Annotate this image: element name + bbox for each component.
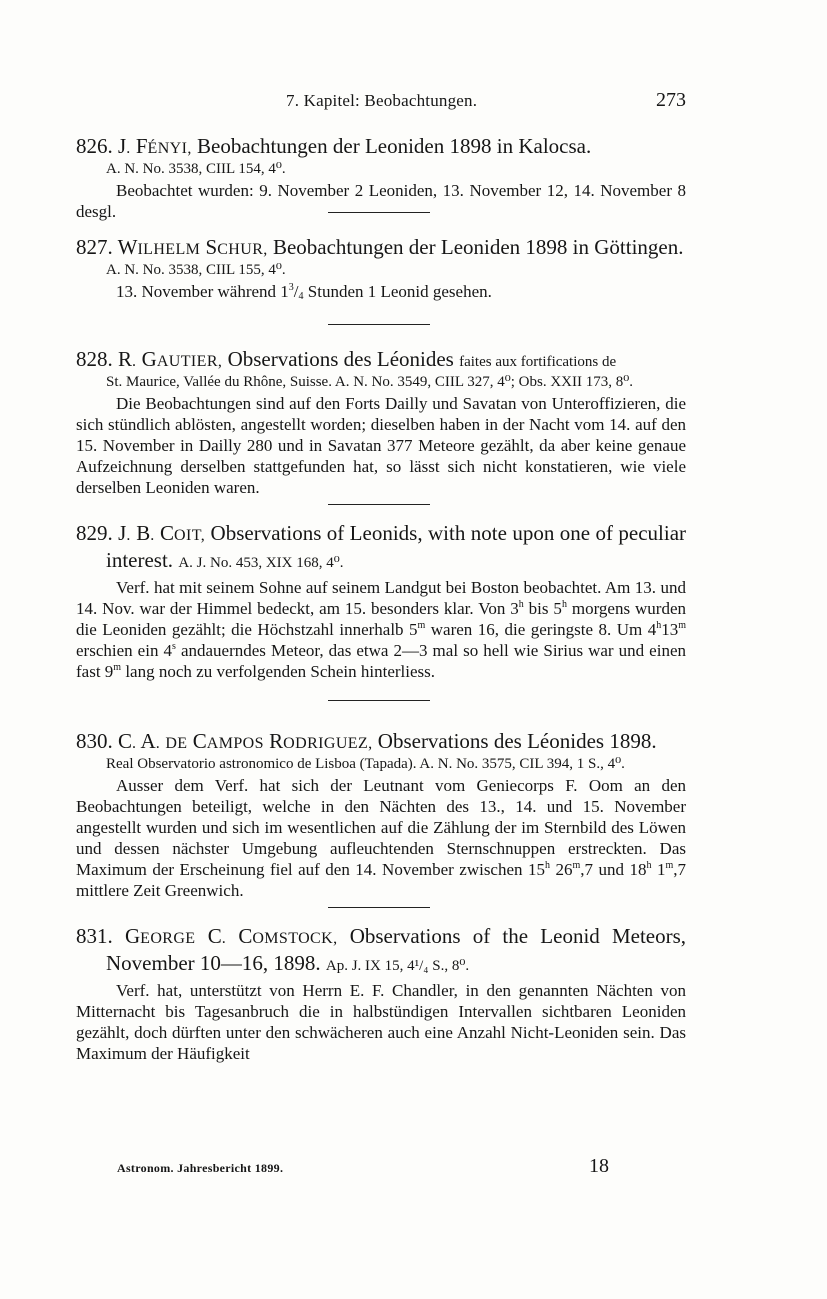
entry-body	[76, 577, 686, 682]
entry-title-text: Observations des Léonides 1898.	[377, 729, 657, 753]
body-text: waren 16, die geringste 8. Um 4	[425, 620, 657, 639]
entry-828	[76, 347, 686, 505]
entry-826	[76, 134, 686, 221]
sup-h: h	[545, 860, 551, 871]
entry-number: 827.	[76, 235, 113, 259]
entry-author: J. FÉNYI,	[118, 134, 192, 158]
entry-830	[76, 729, 686, 908]
sup-h: h	[646, 860, 652, 871]
entry-829	[76, 521, 686, 701]
entry-author: WILHELM SCHUR,	[117, 235, 268, 259]
page-content	[76, 134, 686, 1064]
page-number: 273	[656, 89, 686, 111]
entry-title-small: faites aux fortifications de	[459, 354, 617, 370]
entry-title	[76, 235, 686, 262]
entry-reference: A. N. No. 3538, CIIL 155, 4⁰.	[106, 262, 286, 278]
sup-m: m	[113, 662, 122, 673]
sup-m: m	[572, 860, 581, 871]
body-text: 26	[550, 860, 573, 879]
body-text: Stunden 1 Leonid gesehen.	[303, 282, 492, 301]
entry-title	[76, 924, 686, 978]
entry-body: Beobachtet wurden: 9. November 2 Leoniden, 13. November 12, 14. November 8 desgl.	[76, 181, 686, 221]
entry-number: 826.	[76, 134, 113, 158]
fraction-denominator: 4	[298, 291, 304, 302]
entry-title	[76, 347, 686, 374]
signature-mark: 18	[589, 1155, 609, 1177]
separator-rule	[328, 212, 430, 213]
entry-reference: Ap. J. IX 15, 4¹/₄ S., 8⁰.	[325, 958, 470, 974]
sup-h: h	[561, 599, 567, 610]
entry-reference: A. J. No. 453, XIX 168, 4⁰.	[178, 555, 344, 571]
entry-title-text: Observations of Leonids, with note upon one of peculiar interest.	[106, 521, 687, 572]
entry-author: R. GAUTIER,	[118, 347, 223, 371]
entry-body: Verf. hat, unterstützt von Herrn E. F. Chandler, in den genannten Nächten von Mitternacht bis Tagesanbruch die in halbstündigen Intervallen sichtbaren Leoniden gezählt, doch dürften unter den schwächeren auch eine Anzahl Nicht-Leoniden sein. Das Maximum der Häufigkeit	[76, 981, 686, 1063]
entry-author: GEORGE C. COMSTOCK,	[124, 924, 338, 948]
entry-body: Die Beobachtungen sind auf den Forts Dailly und Savatan von Unteroffizieren, die sich stündlich ablösten, angestellt worden; dieselben haben in der Nacht vom 14. auf den 15. November in Dailly 280 und in Savatan 377 Meteore gezählt, da aber keine genaue Aufzeichnung derselben stattgefunden hat, so lässt sich nicht konstatieren, wie viele derselben Leoniden waren.	[76, 394, 686, 497]
entry-body	[76, 775, 686, 901]
entry-number: 828.	[76, 347, 113, 371]
sup-m: m	[665, 860, 674, 871]
sup-m: m	[678, 620, 686, 631]
separator-rule	[328, 700, 430, 701]
entry-number: 830.	[76, 729, 113, 753]
entry-831	[76, 924, 686, 1064]
entry-title	[76, 521, 686, 575]
running-title: 7. Kapitel: Beobachtungen.	[286, 91, 478, 110]
entry-title-text: Observations of the Leonid Meteors, November 10—16, 1898.	[106, 924, 687, 975]
entry-body: 13. November während $1^3/_4$ Stunden 1 Leonid gesehen.	[116, 282, 492, 302]
entry-title	[76, 729, 686, 756]
page-footer	[117, 1155, 617, 1185]
page-header	[76, 89, 686, 113]
entry-reference: A. N. No. 3538, CIIL 154, 4⁰.	[106, 161, 286, 177]
body-text: 1	[651, 860, 666, 879]
entry-author: C. A. DE CAMPOS RODRIGUEZ,	[118, 729, 373, 753]
footer-journal: Astronom. Jahresbericht 1899.	[117, 1161, 284, 1175]
body-text: lang noch zu verfolgenden Schein hinterliess.	[121, 662, 436, 681]
body-text: ,7 und 18	[580, 860, 647, 879]
sup-s: s	[172, 641, 176, 652]
body-text: ,7 mittlere Zeit Greenwich.	[76, 860, 687, 900]
separator-rule	[328, 907, 430, 908]
body-text: Ausser dem Verf. hat sich der Leutnant vom Geniecorps F. Oom an den Beobachtungen beteiligt, welche in den Nächten des 13., 14. und 15. November angestellt wurden und sich im wesentlichen auf die Zählung der im Sternbild des Löwen und dessen nächster Umgebung aufleuchtenden Sternschnuppen erstreckten. Das Maximum der Erscheinung fiel auf den 14. November zwischen 15	[76, 776, 686, 879]
separator-rule	[328, 504, 430, 505]
body-text: 13. November während 1	[116, 282, 289, 301]
entry-title-text: Observations des Léonides	[227, 347, 454, 371]
entry-title	[76, 134, 686, 161]
entry-title-text: Beobachtungen der Leoniden 1898 in Göttingen.	[272, 235, 684, 259]
body-text: Verf. hat mit seinem Sohne auf seinem Landgut bei Boston beobachtet. Am 13. und 14. Nov. war der Himmel bedeckt, am 15. besonders klar. Von 3	[76, 578, 686, 618]
entry-author: J. B. COIT,	[118, 521, 206, 545]
entry-reference: St. Maurice, Vallée du Rhône, Suisse. A. N. No. 3549, CIIL 327, 4⁰; Obs. XXII 173, 8⁰.	[106, 374, 633, 390]
body-text: andauerndes Meteor, das etwa 2—3 mal so hell wie Sirius war und einen fast 9	[76, 641, 686, 681]
body-text: 13	[661, 620, 679, 639]
entry-reference: Real Observatorio astronomico de Lisboa (Tapada). A. N. No. 3575, CIL 394, 1 S., 4⁰.	[106, 756, 625, 772]
entry-number: 831.	[76, 924, 113, 948]
sup-h: h	[518, 599, 524, 610]
body-text: bis 5	[523, 599, 562, 618]
fraction-numerator: 3	[288, 282, 294, 293]
entry-827	[76, 235, 686, 325]
sup-h: h	[656, 620, 662, 631]
body-text: erschien ein 4	[76, 641, 172, 660]
body-text: morgens wurden die Leoniden gezählt; die Höchstzahl innerhalb 5	[76, 599, 686, 639]
entry-number: 829.	[76, 521, 113, 545]
entry-title-text: Beobachtungen der Leoniden 1898 in Kalocsa.	[197, 134, 592, 158]
separator-rule	[328, 324, 430, 325]
sup-m: m	[417, 620, 426, 631]
